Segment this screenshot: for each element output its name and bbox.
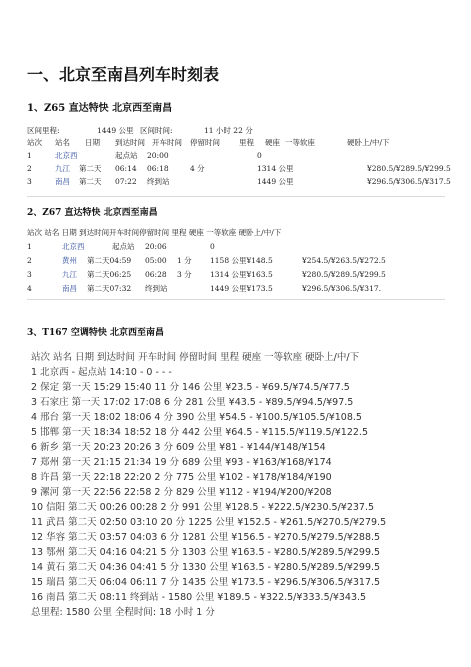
station-link[interactable]: 北京西 bbox=[62, 242, 85, 251]
list-item: 16 南昌 第二天 08:11 终到站 - 1580 公里 ¥189.5 - ¥322.5/¥333.5/¥343.5 bbox=[31, 592, 367, 603]
list-item: 1 北京西 - 起点站 14:10 - 0 - - - bbox=[31, 367, 172, 378]
station-link[interactable]: 北京西 bbox=[55, 151, 78, 160]
list-item: 10 信阳 第二天 00:26 00:28 2 分 991 公里 ¥128.5 - ¥222.5/¥230.5/¥237.5 bbox=[31, 502, 375, 513]
cell-depart: 20:00 bbox=[147, 151, 169, 160]
cell-day-arrive: 第二天07:32 bbox=[87, 284, 132, 293]
table-row bbox=[27, 284, 447, 294]
page-title: 一、北京至南昌列车时刻表 bbox=[27, 65, 220, 84]
cell-price: ¥280.5/¥289.5/¥299.5 bbox=[367, 164, 451, 173]
info-label-time: 区间时间: bbox=[140, 126, 173, 135]
col-header: 硬卧上/中/下 bbox=[347, 138, 390, 147]
cell-no: 3 bbox=[27, 270, 32, 279]
cell-price: ¥296.5/¥306.5/¥317.5 bbox=[367, 177, 451, 186]
section-3-list bbox=[31, 350, 386, 620]
station-link[interactable]: 黄州 bbox=[62, 256, 77, 265]
station-link[interactable]: 九江 bbox=[62, 270, 77, 279]
cell-stay: 3 分 bbox=[177, 270, 192, 279]
cell-day-arrive: 第二天06:25 bbox=[87, 270, 132, 279]
station-link[interactable]: 九江 bbox=[55, 164, 70, 173]
section-1-heading: 1、Z65 直达特快 北京西至南昌 bbox=[27, 103, 173, 114]
table-row bbox=[27, 164, 451, 174]
list-item: 6 新乡 第一天 20:23 20:26 3 分 609 公里 ¥81 - ¥144/¥148/¥154 bbox=[31, 442, 326, 453]
cell-km: 1449 公里¥173.5 bbox=[210, 284, 273, 293]
table-row bbox=[27, 256, 447, 266]
cell-arrive: 07:22 bbox=[115, 177, 137, 186]
cell-price: ¥296.5/¥306.5/¥317. bbox=[302, 284, 382, 293]
cell-no: 4 bbox=[27, 284, 32, 293]
cell-no: 3 bbox=[27, 177, 32, 186]
table-row bbox=[27, 177, 451, 187]
cell-price: ¥280.5/¥289.5/¥299.5 bbox=[302, 270, 386, 279]
col-header: 硬座 bbox=[265, 138, 280, 147]
col-header: 一等软座 bbox=[285, 138, 315, 147]
cell-arrive: 起点站 bbox=[112, 242, 135, 251]
cell-km: 1449 公里 bbox=[257, 177, 294, 186]
col-header: 站次 bbox=[27, 138, 42, 147]
list-item: 12 华容 第二天 03:57 04:03 6 分 1281 公里 ¥156.5 - ¥270.5/¥279.5/¥288.5 bbox=[31, 532, 381, 543]
section-3-heading: 3、T167 空调特快 北京西至南昌 bbox=[27, 328, 165, 338]
header-line: 站次 站名 日期 到达时间开车时间停留时间 里程 硬座 一等软座 硬卧上/中/下 bbox=[27, 228, 282, 237]
cell-depart: 06:18 bbox=[147, 164, 169, 173]
cell-km: 0 bbox=[210, 242, 215, 251]
list-item: 2 保定 第一天 15:29 15:40 11 分 146 公里 ¥23.5 - ¥69.5/¥74.5/¥77.5 bbox=[31, 382, 350, 393]
info-value-distance: 1449 公里 bbox=[97, 126, 134, 135]
cell-price: ¥254.5/¥263.5/¥272.5 bbox=[302, 256, 386, 265]
cell-no: 1 bbox=[27, 242, 32, 251]
table-row bbox=[27, 242, 447, 252]
section-1-table bbox=[27, 138, 451, 187]
cell-depart: 终到站 bbox=[147, 177, 170, 186]
col-header: 日期 bbox=[85, 138, 100, 147]
cell-no: 2 bbox=[27, 256, 32, 265]
cell-stay: 1 分 bbox=[177, 256, 192, 265]
info-label-distance: 区间里程: bbox=[27, 126, 60, 135]
divider bbox=[27, 196, 445, 197]
list-item: 11 武昌 第二天 02:50 03:10 20 分 1225 公里 ¥152.5 - ¥261.5/¥270.5/¥279.5 bbox=[31, 517, 387, 528]
table-header bbox=[27, 228, 447, 238]
cell-km: 1314 公里 bbox=[257, 164, 294, 173]
list-item: 14 黄石 第二天 04:36 04:41 5 分 1330 公里 ¥163.5 - ¥280.5/¥289.5/¥299.5 bbox=[31, 562, 381, 573]
cell-day: 第二天 bbox=[79, 164, 102, 173]
list-item: 15 瑞昌 第二天 06:04 06:11 7 分 1435 公里 ¥173.5 - ¥296.5/¥306.5/¥317.5 bbox=[31, 577, 381, 588]
table-header bbox=[27, 138, 447, 148]
station-link[interactable]: 南昌 bbox=[55, 177, 70, 186]
col-header: 里程 bbox=[239, 138, 254, 147]
list-item: 9 漯河 第一天 22:56 22:58 2 分 829 公里 ¥112 - ¥194/¥200/¥208 bbox=[31, 487, 332, 498]
divider bbox=[27, 299, 445, 300]
list-item: 3 石家庄 第一天 17:02 17:08 6 分 281 公里 ¥43.5 - ¥89.5/¥94.5/¥97.5 bbox=[31, 397, 354, 408]
cell-km: 1314 公里¥163.5 bbox=[210, 270, 273, 279]
list-header: 站次 站名 日期 到达时间 开车时间 停留时间 里程 硬座 一等软座 硬卧上/中/下 bbox=[31, 352, 360, 363]
cell-day-arrive: 第二天04:59 bbox=[87, 256, 132, 265]
cell-km: 0 bbox=[257, 151, 262, 160]
section-2-table bbox=[27, 228, 447, 294]
cell-depart: 05:00 bbox=[145, 256, 167, 265]
list-item: 4 邢台 第一天 18:02 18:06 4 分 390 公里 ¥54.5 - ¥100.5/¥105.5/¥108.5 bbox=[31, 412, 362, 423]
cell-depart: 06:28 bbox=[145, 270, 167, 279]
cell-stay: 4 分 bbox=[190, 164, 205, 173]
cell-no: 2 bbox=[27, 164, 32, 173]
list-item: 5 邯郸 第一天 18:34 18:52 18 分 442 公里 ¥64.5 - ¥115.5/¥119.5/¥122.5 bbox=[31, 427, 368, 438]
summary-line: 总里程: 1580 公里 全程时间: 18 小时 1 分 bbox=[31, 607, 215, 618]
cell-arrive: 06:14 bbox=[115, 164, 137, 173]
section-1-info bbox=[27, 126, 447, 136]
info-value-time: 11 小时 22 分 bbox=[204, 126, 253, 135]
cell-depart: 20:06 bbox=[145, 242, 167, 251]
col-header: 到达时间 bbox=[115, 138, 145, 147]
col-header: 站名 bbox=[55, 138, 70, 147]
station-link[interactable]: 南昌 bbox=[62, 284, 77, 293]
cell-depart: 终到站 bbox=[145, 284, 168, 293]
list-item: 13 鄂州 第二天 04:16 04:21 5 分 1303 公里 ¥163.5 - ¥280.5/¥289.5/¥299.5 bbox=[31, 547, 381, 558]
col-header: 开车时间 bbox=[152, 138, 182, 147]
table-row bbox=[27, 151, 447, 161]
list-item: 7 郑州 第一天 21:15 21:34 19 分 689 公里 ¥93 - ¥163/¥168/¥174 bbox=[31, 457, 332, 468]
col-header: 停留时间 bbox=[190, 138, 220, 147]
cell-no: 1 bbox=[27, 151, 32, 160]
cell-day: 第二天 bbox=[79, 177, 102, 186]
cell-km: 1158 公里¥148.5 bbox=[210, 256, 273, 265]
section-2-heading: 2、Z67 直达特快 北京西至南昌 bbox=[27, 208, 158, 218]
list-item: 8 许昌 第一天 22:18 22:20 2 分 775 公里 ¥102 - ¥178/¥184/¥190 bbox=[31, 472, 332, 483]
cell-arrive: 起点站 bbox=[115, 151, 138, 160]
table-row bbox=[27, 270, 447, 280]
